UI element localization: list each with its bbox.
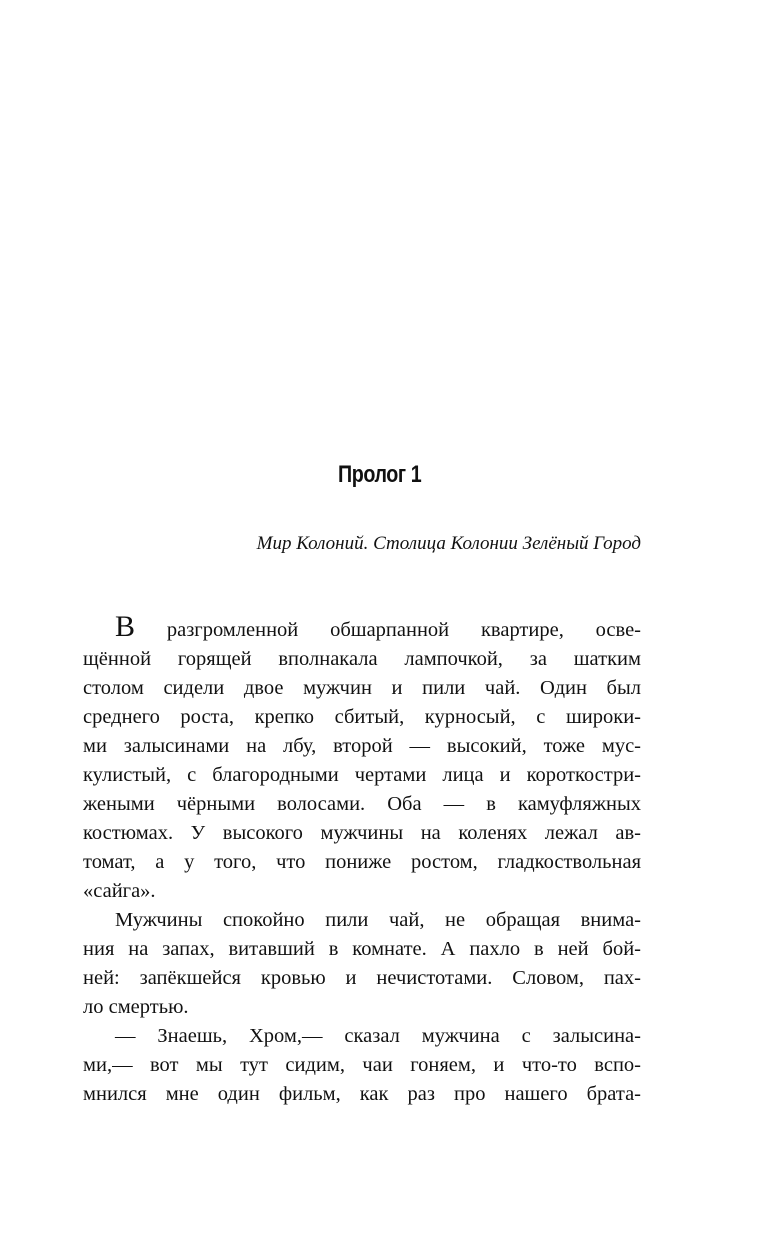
text-line: ми,— вот мы тут сидим, чаи гоняем, и что-то вспо- [83, 1054, 641, 1076]
chapter-title: Пролог 1 [337, 461, 422, 488]
drop-cap: В [115, 610, 136, 643]
text-line: В разгромленной обшарпанной квартире, осве- [115, 610, 641, 643]
text-line: ния на запах, витавший в комнате. А пахло в ней бой- [83, 938, 641, 960]
body-text [83, 610, 641, 1109]
text-line: ло смертью. [83, 996, 189, 1018]
text-line: томат, а у того, что пониже ростом, гладкоствольная [83, 851, 641, 873]
text-line: среднего роста, крепко сбитый, курносый, с широки- [83, 706, 641, 728]
text-line: — Знаешь, Хром,— сказал мужчина с залысина- [115, 1025, 641, 1047]
text-line: столом сидели двое мужчин и пили чай. Один был [83, 677, 641, 699]
text-line: Мужчины спокойно пили чай, не обращая внима- [115, 909, 641, 931]
text-line: ми залысинами на лбу, второй — высокий, тоже мус- [83, 735, 641, 757]
text-line: костюмах. У высокого мужчины на коленях лежал ав- [83, 822, 641, 844]
text-line: «сайга». [83, 880, 156, 902]
text-line: мнился мне один фильм, как раз про нашего брата- [83, 1083, 641, 1105]
text-line: ней: запёкшейся кровью и нечистотами. Словом, пах- [83, 967, 641, 989]
text-line: жеными чёрными волосами. Оба — в камуфляжных [83, 793, 641, 815]
text-line: щённой горящей вполнакала лампочкой, за шатким [83, 648, 641, 670]
chapter-location-epigraph: Мир Колоний. Столица Колонии Зелёный Город [256, 533, 641, 554]
text-line: кулистый, с благородными чертами лица и короткостри- [83, 764, 641, 786]
